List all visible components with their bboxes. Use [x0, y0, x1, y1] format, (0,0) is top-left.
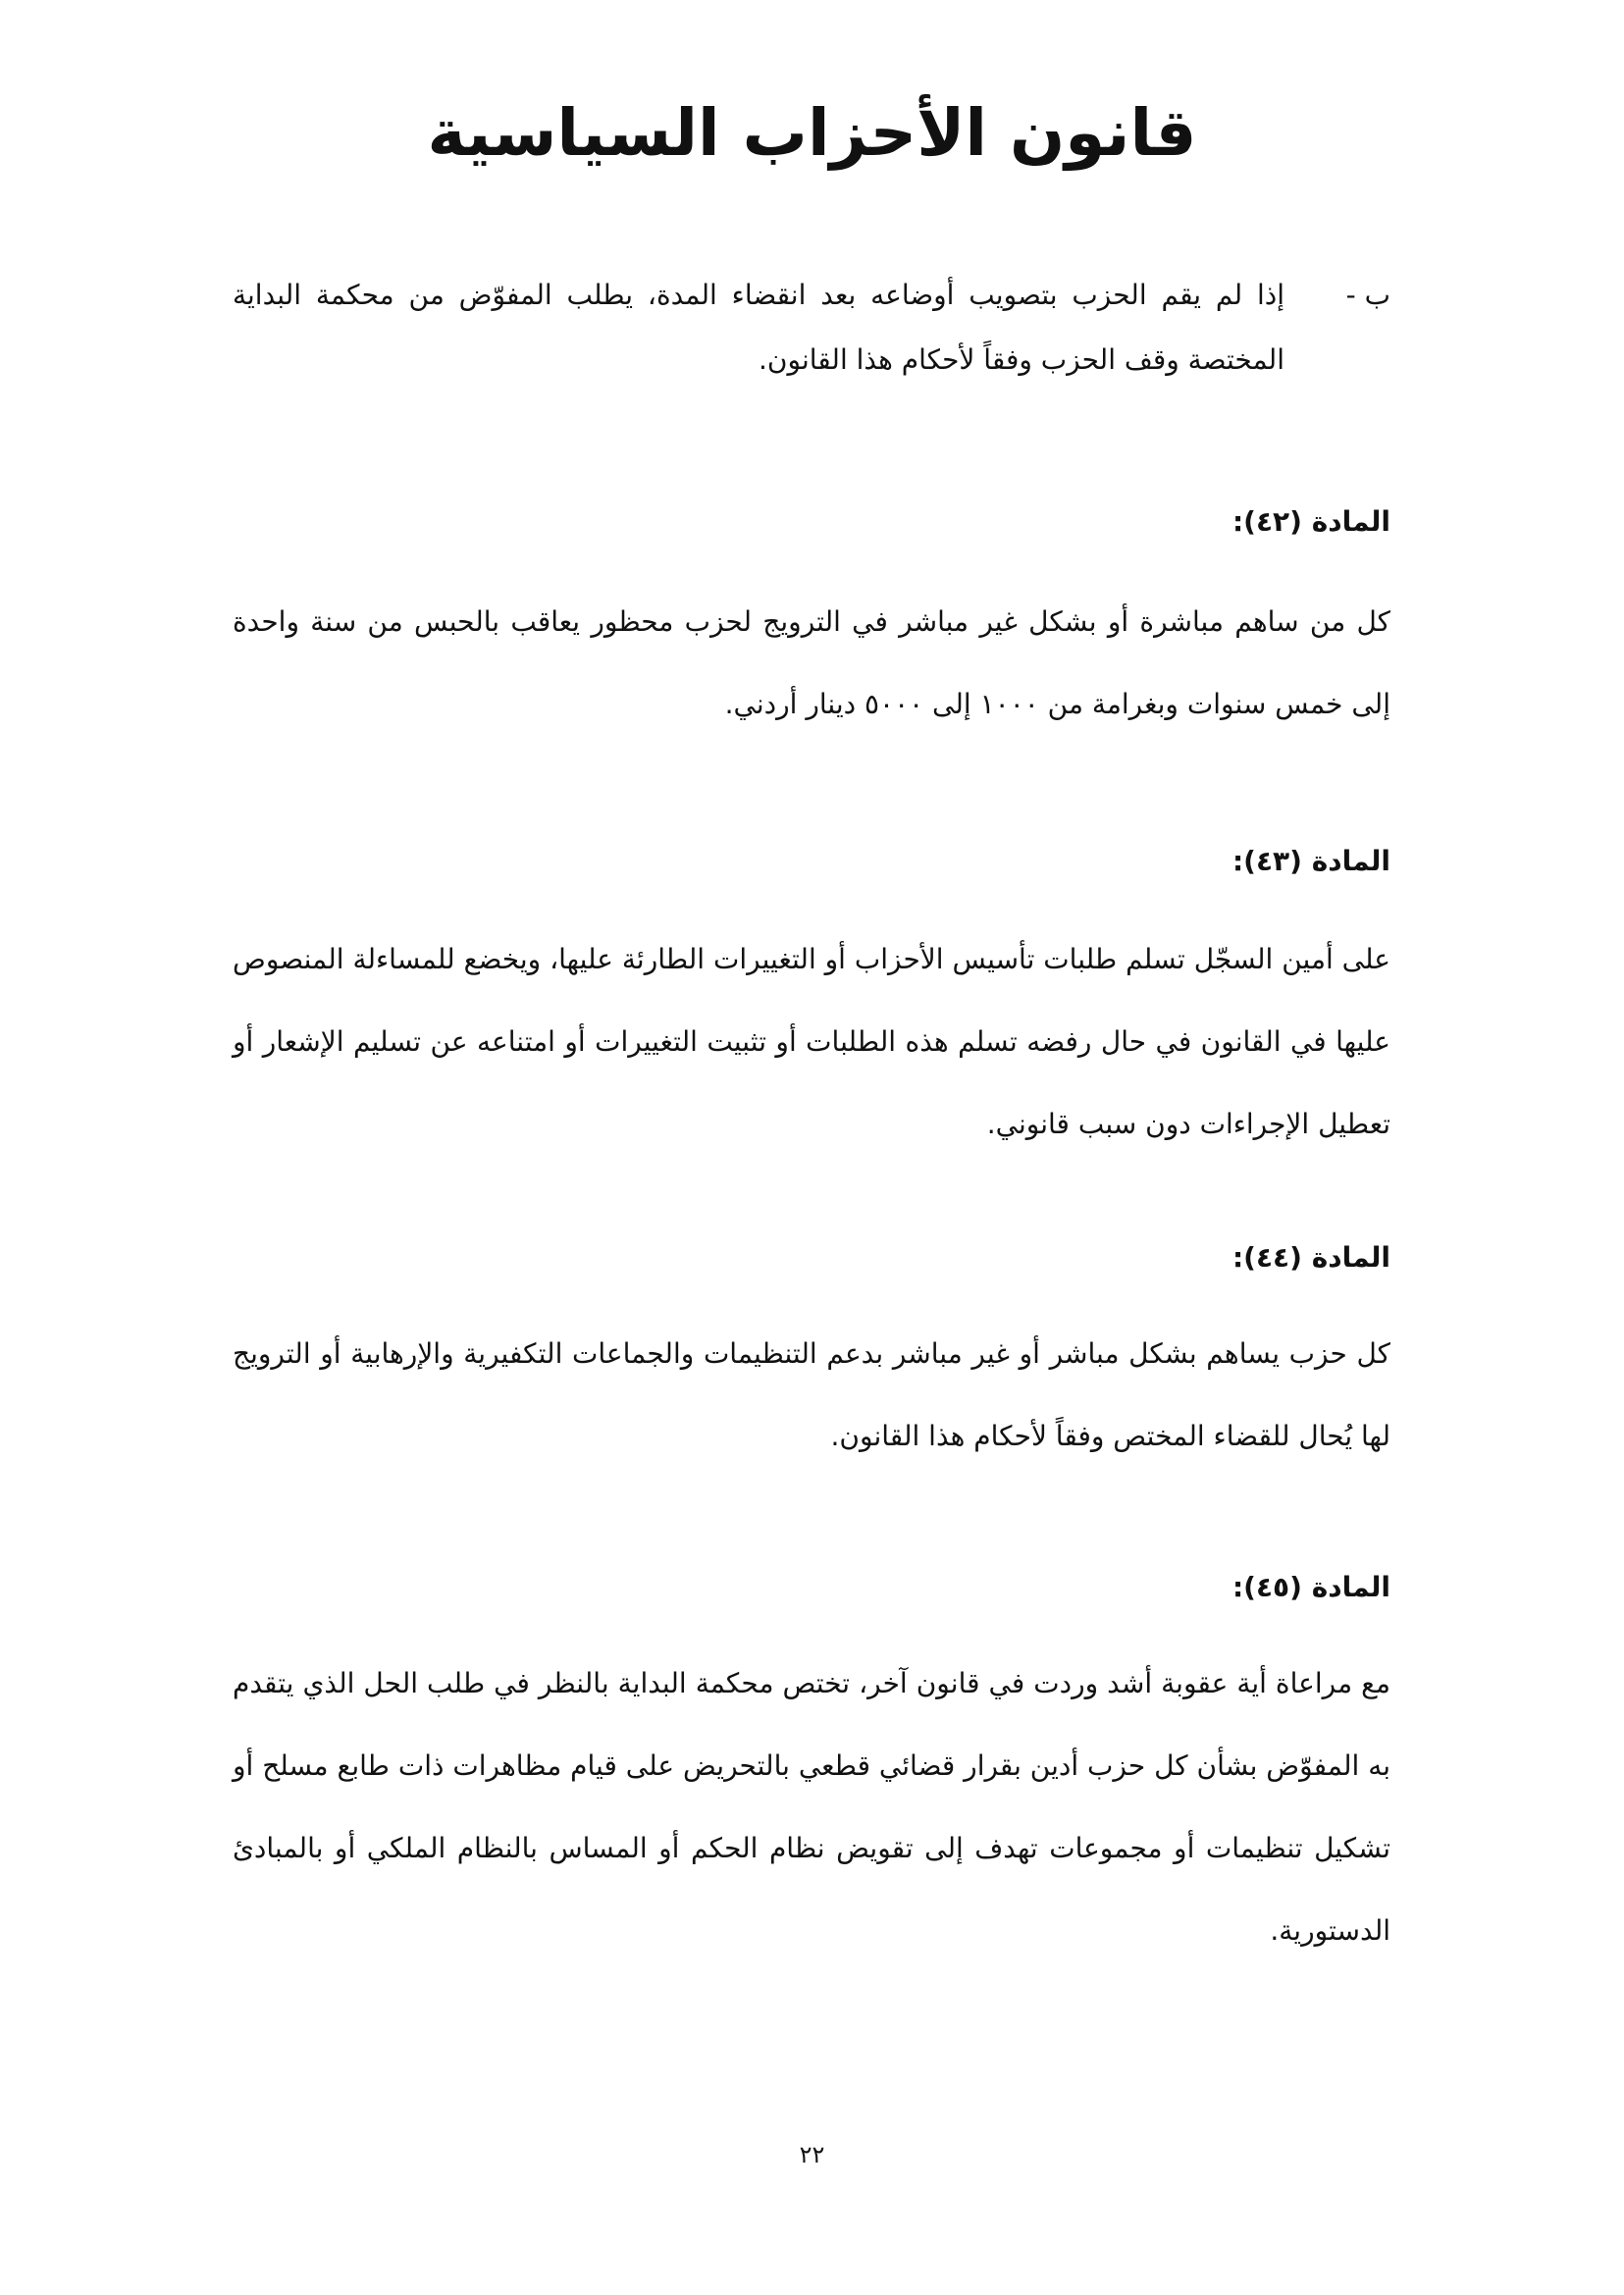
page-number: ٢٢ [799, 2141, 825, 2168]
article-43-heading: المادة (٤٣): [1231, 845, 1390, 877]
article-44-heading: المادة (٤٤): [1231, 1241, 1390, 1274]
page-title: قانون الأحزاب السياسية [427, 95, 1197, 171]
clause-b [233, 263, 1390, 392]
clause-marker: ب - [1345, 279, 1390, 311]
article-45-heading: المادة (٤٥): [1231, 1571, 1390, 1603]
article-45-text: مع مراعاة أية عقوبة أشد وردت في قانون آخر، تختص محكمة البداية بالنظر في طلب الحل الذي يتقدم به المفوّض بشأن كل حزب أدين بقرار قضائي قطعي بالتحريض على قيام مظاهرات ذات طابع مسلح أو تشكيل تنظيمات أو مجموعات تهدف إلى تقويض نظام الحكم أو المساس بالنظام الملكي أو بالمبادئ الدستورية. [233, 1667, 1390, 1947]
article-44-text: كل حزب يساهم بشكل مباشر أو غير مباشر بدعم التنظيمات والجماعات التكفيرية والإرهابية أو الترويج لها يُحال للقضاء المختص وفقاً لأحكام هذا القانون. [233, 1337, 1390, 1452]
clause-text: إذا لم يقم الحزب بتصويب أوضاعه بعد انقضاء المدة، يطلب المفوّض من محكمة البداية المختصة وقف الحزب وفقاً لأحكام هذا القانون. [233, 279, 1284, 376]
article-42-heading: المادة (٤٢): [1231, 505, 1390, 538]
article-43-text: على أمين السجّل تسلم طلبات تأسيس الأحزاب أو التغييرات الطارئة عليها، ويخضع للمساءلة المنصوص عليها في القانون في حال رفضه تسلم هذه الطلبات أو تثبيت التغييرات أو امتناعه عن تسليم الإشعار أو تعطيل الإجراءات دون سبب قانوني. [233, 943, 1390, 1140]
article-42-text: كل من ساهم مباشرة أو بشكل غير مباشر في الترويج لحزب محظور يعاقب بالحبس من سنة واحدة إلى خمس سنوات وبغرامة من ١٠٠٠ إلى ٥٠٠٠ دينار أردني. [233, 605, 1390, 720]
